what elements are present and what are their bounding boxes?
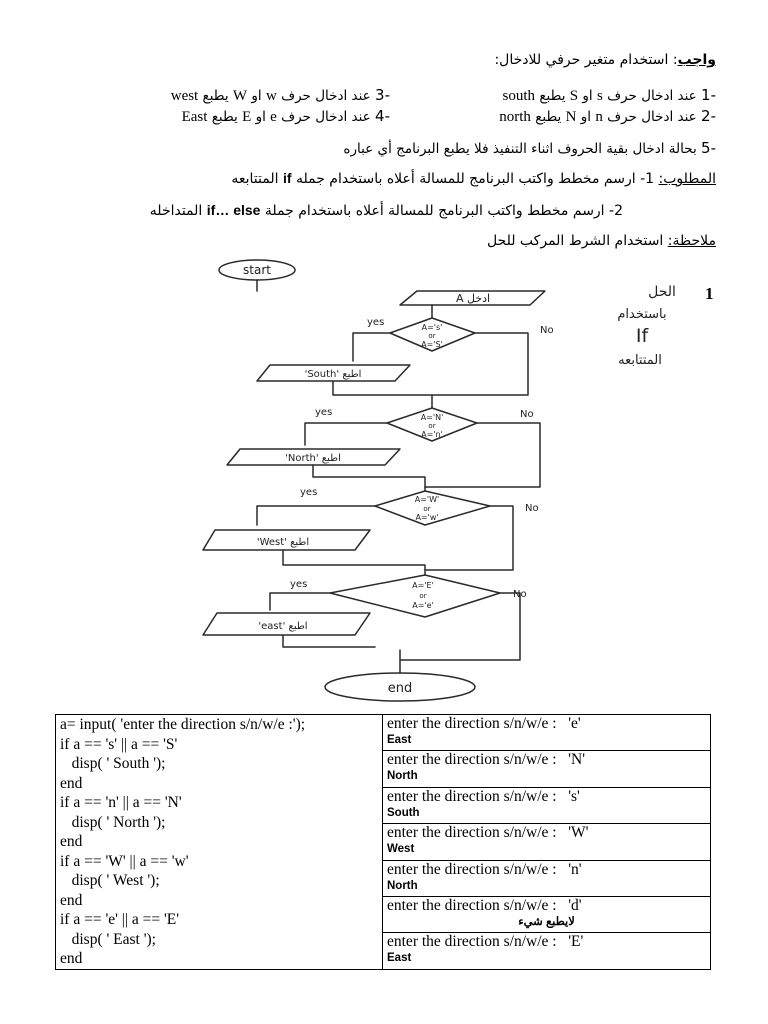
rule-char: S [569,88,579,104]
required-label: المطلوب: [658,171,716,187]
output-result: East [387,952,412,965]
output-prompt: enter the direction s/n/w/e : 'd' [387,897,582,915]
required-tail: المتتابعه [231,171,279,187]
rule-char: e [270,109,277,125]
rule-word: south [502,88,536,104]
output-result: South [387,806,420,819]
rule-char: N [565,109,577,125]
no-label: No [540,325,554,336]
required-tail: المتداخله [149,203,203,219]
output-result: East [387,734,412,746]
code-line: a= input( 'enter the direction s/n/w/e :'); [60,716,306,733]
rule-4 [182,107,390,126]
rule-3 [171,86,390,105]
code-line: if a == 'W' || a == 'w' [60,852,189,870]
flow-line [283,550,425,575]
flowchart [195,255,565,705]
solution-number: 1 [705,284,714,303]
flow-line [257,506,375,525]
side-note-line: الحل [648,284,676,300]
output-cell [383,860,711,896]
decision-4-line: A='E' [412,581,434,590]
yes-label: yes [315,407,333,418]
code-table-body [56,715,711,970]
output-cell [383,824,711,860]
rule-number: -4 [375,107,390,125]
decision-3-line: or [423,505,431,513]
note-label: ملاحظة: [667,233,716,249]
rule-char: W [232,88,248,104]
output-result: West [387,843,415,856]
flow-line [432,333,528,395]
side-note-line: If [635,325,649,347]
output-prompt: enter the direction s/n/w/e : 'E' [387,933,584,951]
rule-text: عند ادخال حرف [607,88,697,104]
rule-or: او [580,109,592,125]
flow-line [270,593,330,610]
decision-2-line: or [428,422,436,430]
yes-label: yes [300,487,318,498]
decision-1-line: A='S' [421,340,443,349]
rule-or: او [255,109,266,125]
table-row [56,715,711,751]
rule-number: -2 [701,107,716,125]
output-result: North [387,770,418,783]
code-line: disp( ' North '); [60,813,166,831]
side-note [602,282,692,372]
code-line: disp( ' West '); [60,872,160,889]
output-prompt: enter the direction s/n/w/e : 'N' [387,751,585,769]
code-line: if a == 'e' || a == 'E' [60,911,180,928]
homework-text: : استخدام متغير حرفي للادخال: [494,52,678,68]
output-prompt: enter the direction s/n/w/e : 'e' [387,715,581,732]
rule-number: -3 [375,86,390,104]
output-2-label: 'North' اطبع [285,453,341,464]
output-cell [383,897,711,933]
homework-label: واجب [677,52,716,68]
flow-line [283,635,375,647]
output-1-label: 'South' اطبع [304,369,362,380]
rule-or: او [582,88,593,104]
flow-line [305,423,387,445]
rule-verb: يطبع [211,109,238,125]
output-cell [383,715,711,751]
code-line: end [60,891,83,909]
rule-char: n [595,109,603,125]
output-3-label: 'West' اطبع [256,537,310,548]
code-table [55,714,711,970]
note [487,233,716,249]
side-note-line: باستخدام [617,307,667,322]
rule-text: عند ادخال حرف [281,88,371,104]
code-line: disp( ' South '); [60,755,166,772]
rule-word: north [499,109,531,125]
yes-label: yes [367,317,385,328]
start-label: start [243,263,271,277]
flow-line [353,333,390,361]
code-line: if a == 'n' || a == 'N' [60,794,182,811]
output-result: لايطبع شيء [518,916,575,929]
note-text: استخدام الشرط المركب للحل [486,233,664,249]
output-prompt: enter the direction s/n/w/e : 'n' [387,860,582,878]
decision-1-line: or [428,332,436,340]
output-4-label: 'east' اطبع [258,621,308,632]
yes-label: yes [290,579,308,590]
rule-verb: يطبع [539,88,566,104]
rule-char: E [242,109,252,125]
rule-number: -5 [701,139,716,157]
rule-word: west [170,88,199,104]
output-prompt: enter the direction s/n/w/e : 's' [387,787,580,805]
output-cell [383,751,711,787]
decision-1-line: A='s' [421,323,443,332]
code-line: disp( ' East '); [60,930,156,948]
rule-2 [499,107,716,126]
rule-1 [503,86,716,105]
decision-2-line: A='n' [421,430,443,439]
flow-line [333,381,432,408]
homework-title [494,52,716,68]
no-label: No [513,589,527,600]
code-line: if a == 's' || a == 'S' [60,735,178,753]
end-label: end [387,681,413,696]
rule-word: East [181,109,208,125]
rule-5 [343,139,716,157]
input-label: A ادخل [455,292,491,305]
no-label: No [520,409,534,420]
code-line: end [60,833,83,850]
required-keyword: if… else [206,202,261,218]
rule-char: w [265,88,277,104]
required-keyword: if [282,170,292,186]
rule-text: عند ادخال حرف [281,109,371,125]
code-cell [56,715,383,970]
decision-4-line: A='e' [412,601,434,610]
required-item-2 [150,202,623,219]
code-line: end [60,774,83,792]
rule-or: او [251,88,262,104]
decision-2-line: A='N' [420,413,444,422]
output-cell [383,933,711,970]
side-note-line: المتتابعه [618,353,662,368]
code-line: end [60,950,83,967]
rule-char: s [596,88,603,104]
decision-4-line: or [419,592,427,600]
rule-verb: يطبع [202,88,229,104]
rule-verb: يطبع [535,109,562,125]
output-prompt: enter the direction s/n/w/e : 'W' [387,824,589,842]
no-label: No [525,503,539,514]
rule-number: -1 [701,86,716,104]
required-text: 1- ارسم مخطط واكتب البرنامج للمسالة أعلاه باستخدام جمله [295,171,655,187]
rule-text: بحالة ادخال بقية الحروف اثناء التنفيذ فلا يطبع البرنامج أي عباره [343,141,697,157]
rule-text: عند ادخال حرف [607,109,697,125]
flow-line [313,465,425,491]
required-text: 2- ارسم مخطط واكتب البرنامج للمسالة أعلاه باستخدام جملة [264,203,623,219]
required-item-1 [231,170,716,187]
output-result: North [387,879,418,892]
output-cell [383,787,711,823]
decision-3-line: A='w' [415,513,439,522]
decision-3-line: A='W' [414,495,440,504]
